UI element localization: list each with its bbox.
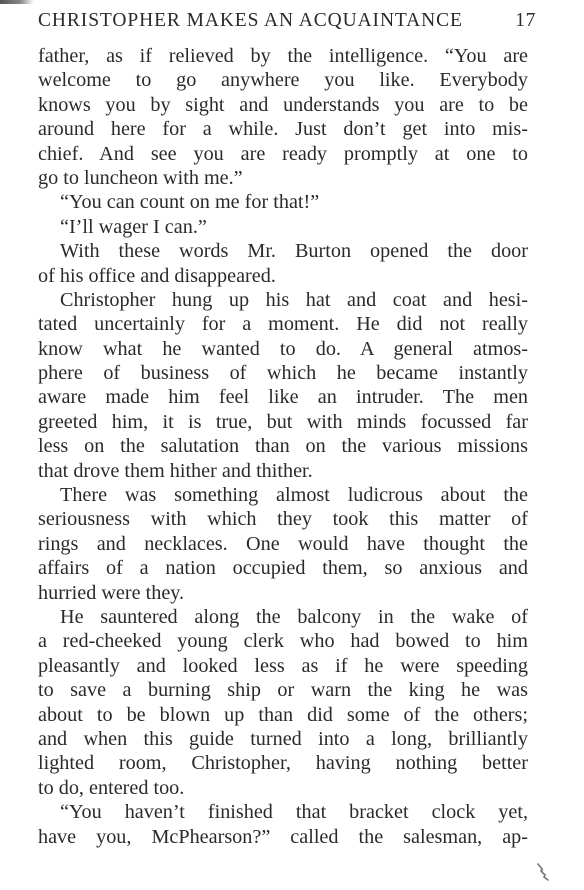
text-line: that drove them hither and thither. xyxy=(38,459,313,482)
text-line: phere of business of which he became instantly xyxy=(38,362,528,385)
text-line: welcome to go anywhere you like. Everybody xyxy=(38,69,528,92)
text-line: He sauntered along the balcony in the wake of xyxy=(60,605,528,628)
text-line: Christopher hung up his hat and coat and hesi- xyxy=(60,288,528,311)
text-line: a red-cheeked young clerk who had bowed to him xyxy=(38,630,528,653)
running-title: CHRISTOPHER MAKES AN ACQUAINTANCE xyxy=(38,10,463,31)
text-line: greeted him, it is true, but with minds focussed far xyxy=(38,410,528,433)
text-line: “You haven’t finished that bracket clock yet, xyxy=(60,801,528,824)
text-line: affairs of a nation occupied them, so anxious and xyxy=(38,557,528,580)
text-line: chief. And see you are ready promptly at one to xyxy=(38,142,528,165)
text-line: With these words Mr. Burton opened the door xyxy=(60,240,528,263)
text-line: “You can count on me for that!” xyxy=(60,191,320,214)
text-line: of his office and disappeared. xyxy=(38,264,276,287)
scan-speck-mark xyxy=(536,862,550,882)
text-line: have you, McPhearson?” called the salesman, ap- xyxy=(38,825,528,848)
text-line: tated uncertainly for a moment. He did not really xyxy=(38,313,528,336)
page-number: 17 xyxy=(515,10,536,31)
text-line: less on the salutation than on the various missions xyxy=(38,435,528,458)
scan-edge-mark xyxy=(0,0,34,4)
body-text xyxy=(38,44,528,849)
text-line: about to be blown up than did some of the others; xyxy=(38,703,528,726)
text-line: There was something almost ludicrous about the xyxy=(60,484,528,507)
text-line: “I’ll wager I can.” xyxy=(60,215,207,238)
text-line: around here for a while. Just don’t get into mis- xyxy=(38,118,528,141)
text-line: to save a burning ship or warn the king he was xyxy=(38,679,528,702)
text-line: lighted room, Christopher, having nothing better xyxy=(38,752,528,775)
text-line: knows you by sight and understands you are to be xyxy=(38,93,528,116)
text-line: and when this guide turned into a long, brilliantly xyxy=(38,727,528,750)
text-line: seriousness with which they took this matter of xyxy=(38,508,528,531)
text-line: go to luncheon with me.” xyxy=(38,166,243,189)
text-line: know what he wanted to do. A general atmos- xyxy=(38,337,528,360)
text-line: hurried were they. xyxy=(38,581,185,604)
running-head xyxy=(38,10,536,38)
text-line: father, as if relieved by the intelligence. “You are xyxy=(38,45,528,67)
text-line: to do, entered too. xyxy=(38,776,185,799)
text-line: aware made him feel like an intruder. The men xyxy=(38,386,528,409)
text-line: pleasantly and looked less as if he were speeding xyxy=(38,654,528,677)
text-line: rings and necklaces. One would have thought the xyxy=(38,532,528,555)
